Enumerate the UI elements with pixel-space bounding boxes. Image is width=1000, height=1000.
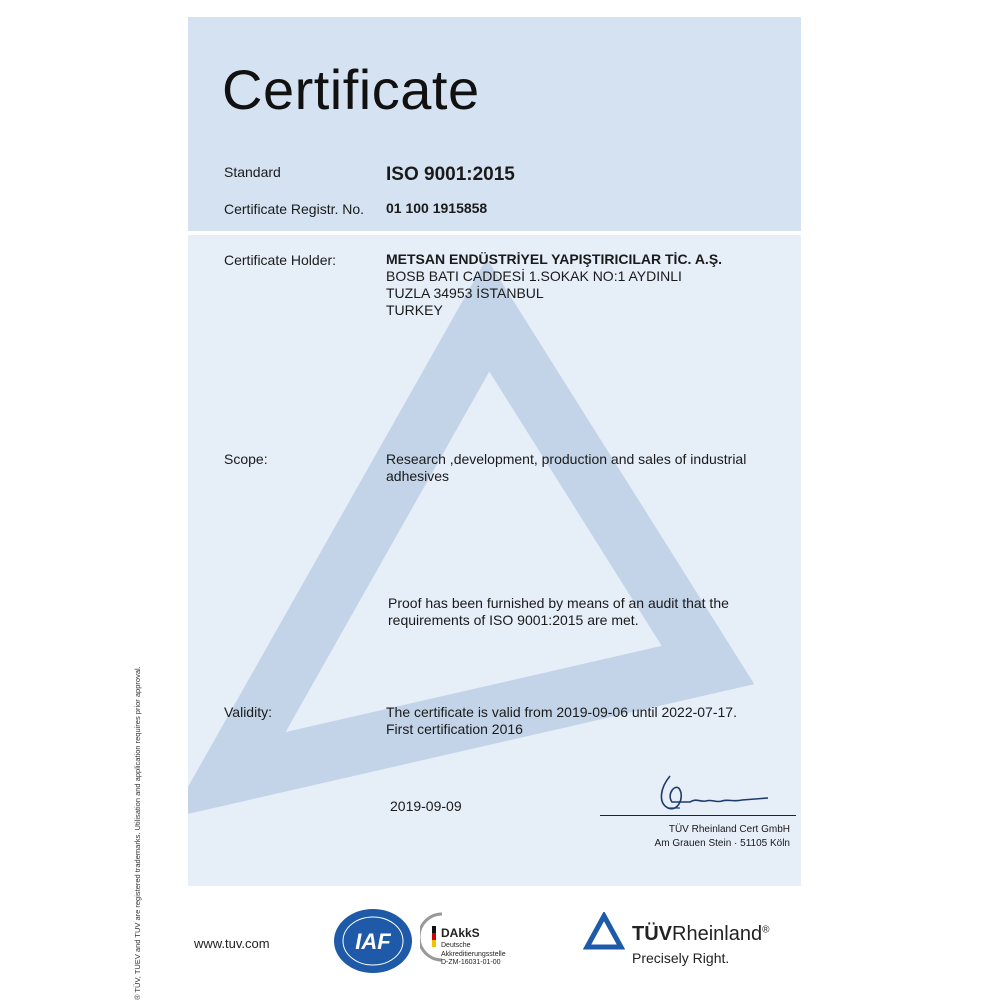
certificate-header-panel <box>188 17 801 231</box>
issuer-address: Am Grauen Stein · 51105 Köln <box>654 838 790 849</box>
tuv-wordmark-bold: TÜV <box>632 923 672 945</box>
holder-name: METSAN ENDÜSTRİYEL YAPIŞTIRICILAR TİC. A.Ş. <box>386 251 723 267</box>
standard-value: ISO 9001:2015 <box>386 164 515 185</box>
iaf-logo <box>332 906 414 976</box>
dakks-sub-line3: D-ZM-16031-01-00 <box>441 959 501 966</box>
page-title: Certificate <box>222 58 480 121</box>
validity-label: Validity: <box>224 704 272 720</box>
signature <box>650 768 770 818</box>
proof-line2: requirements of ISO 9001:2015 are met. <box>388 612 639 628</box>
dakks-name: DAkkS <box>441 926 480 940</box>
standard-label: Standard <box>224 164 281 180</box>
holder-country: TURKEY <box>386 302 443 318</box>
registered-mark: ® <box>762 924 770 936</box>
tuv-triangle-icon <box>583 912 625 952</box>
website-url: www.tuv.com <box>194 936 270 951</box>
registration-value: 01 100 1915858 <box>386 200 488 216</box>
validity-line1: The certificate is valid from 2019-09-06 until 2022-07-17. <box>386 704 737 720</box>
holder-address-line2: TUZLA 34953 İSTANBUL <box>386 285 544 301</box>
issuer-name: TÜV Rheinland Cert GmbH <box>668 824 790 835</box>
holder-address-line1: BOSB BATI CADDESİ 1.SOKAK NO:1 AYDINLI <box>386 268 682 284</box>
scope-label: Scope: <box>224 451 268 467</box>
dakks-subtitle <box>441 942 506 968</box>
tuv-rheinland-wordmark <box>632 923 769 946</box>
issue-date: 2019-09-09 <box>390 798 462 814</box>
trademark-note: ® TÜV, TUEV and TUV are registered trademarks. Utilisation and application requires prior approval. <box>133 666 142 1000</box>
scope-line2: adhesives <box>386 468 450 484</box>
proof-line1: Proof has been furnished by means of an audit that the <box>388 595 729 611</box>
holder-label: Certificate Holder: <box>224 252 337 268</box>
iaf-text: IAF <box>355 929 391 954</box>
tuv-wordmark-regular: Rheinland <box>672 923 763 945</box>
signature-line <box>600 815 796 816</box>
dakks-sub-line2: Akkreditierungsstelle <box>441 950 506 958</box>
tuv-slogan: Precisely Right. <box>632 950 730 966</box>
dakks-sub-line1: Deutsche <box>441 942 471 949</box>
scope-line1: Research ,development, production and sales of industrial <box>386 451 747 467</box>
validity-line2: First certification 2016 <box>386 721 523 737</box>
registration-label: Certificate Registr. No. <box>224 201 365 217</box>
